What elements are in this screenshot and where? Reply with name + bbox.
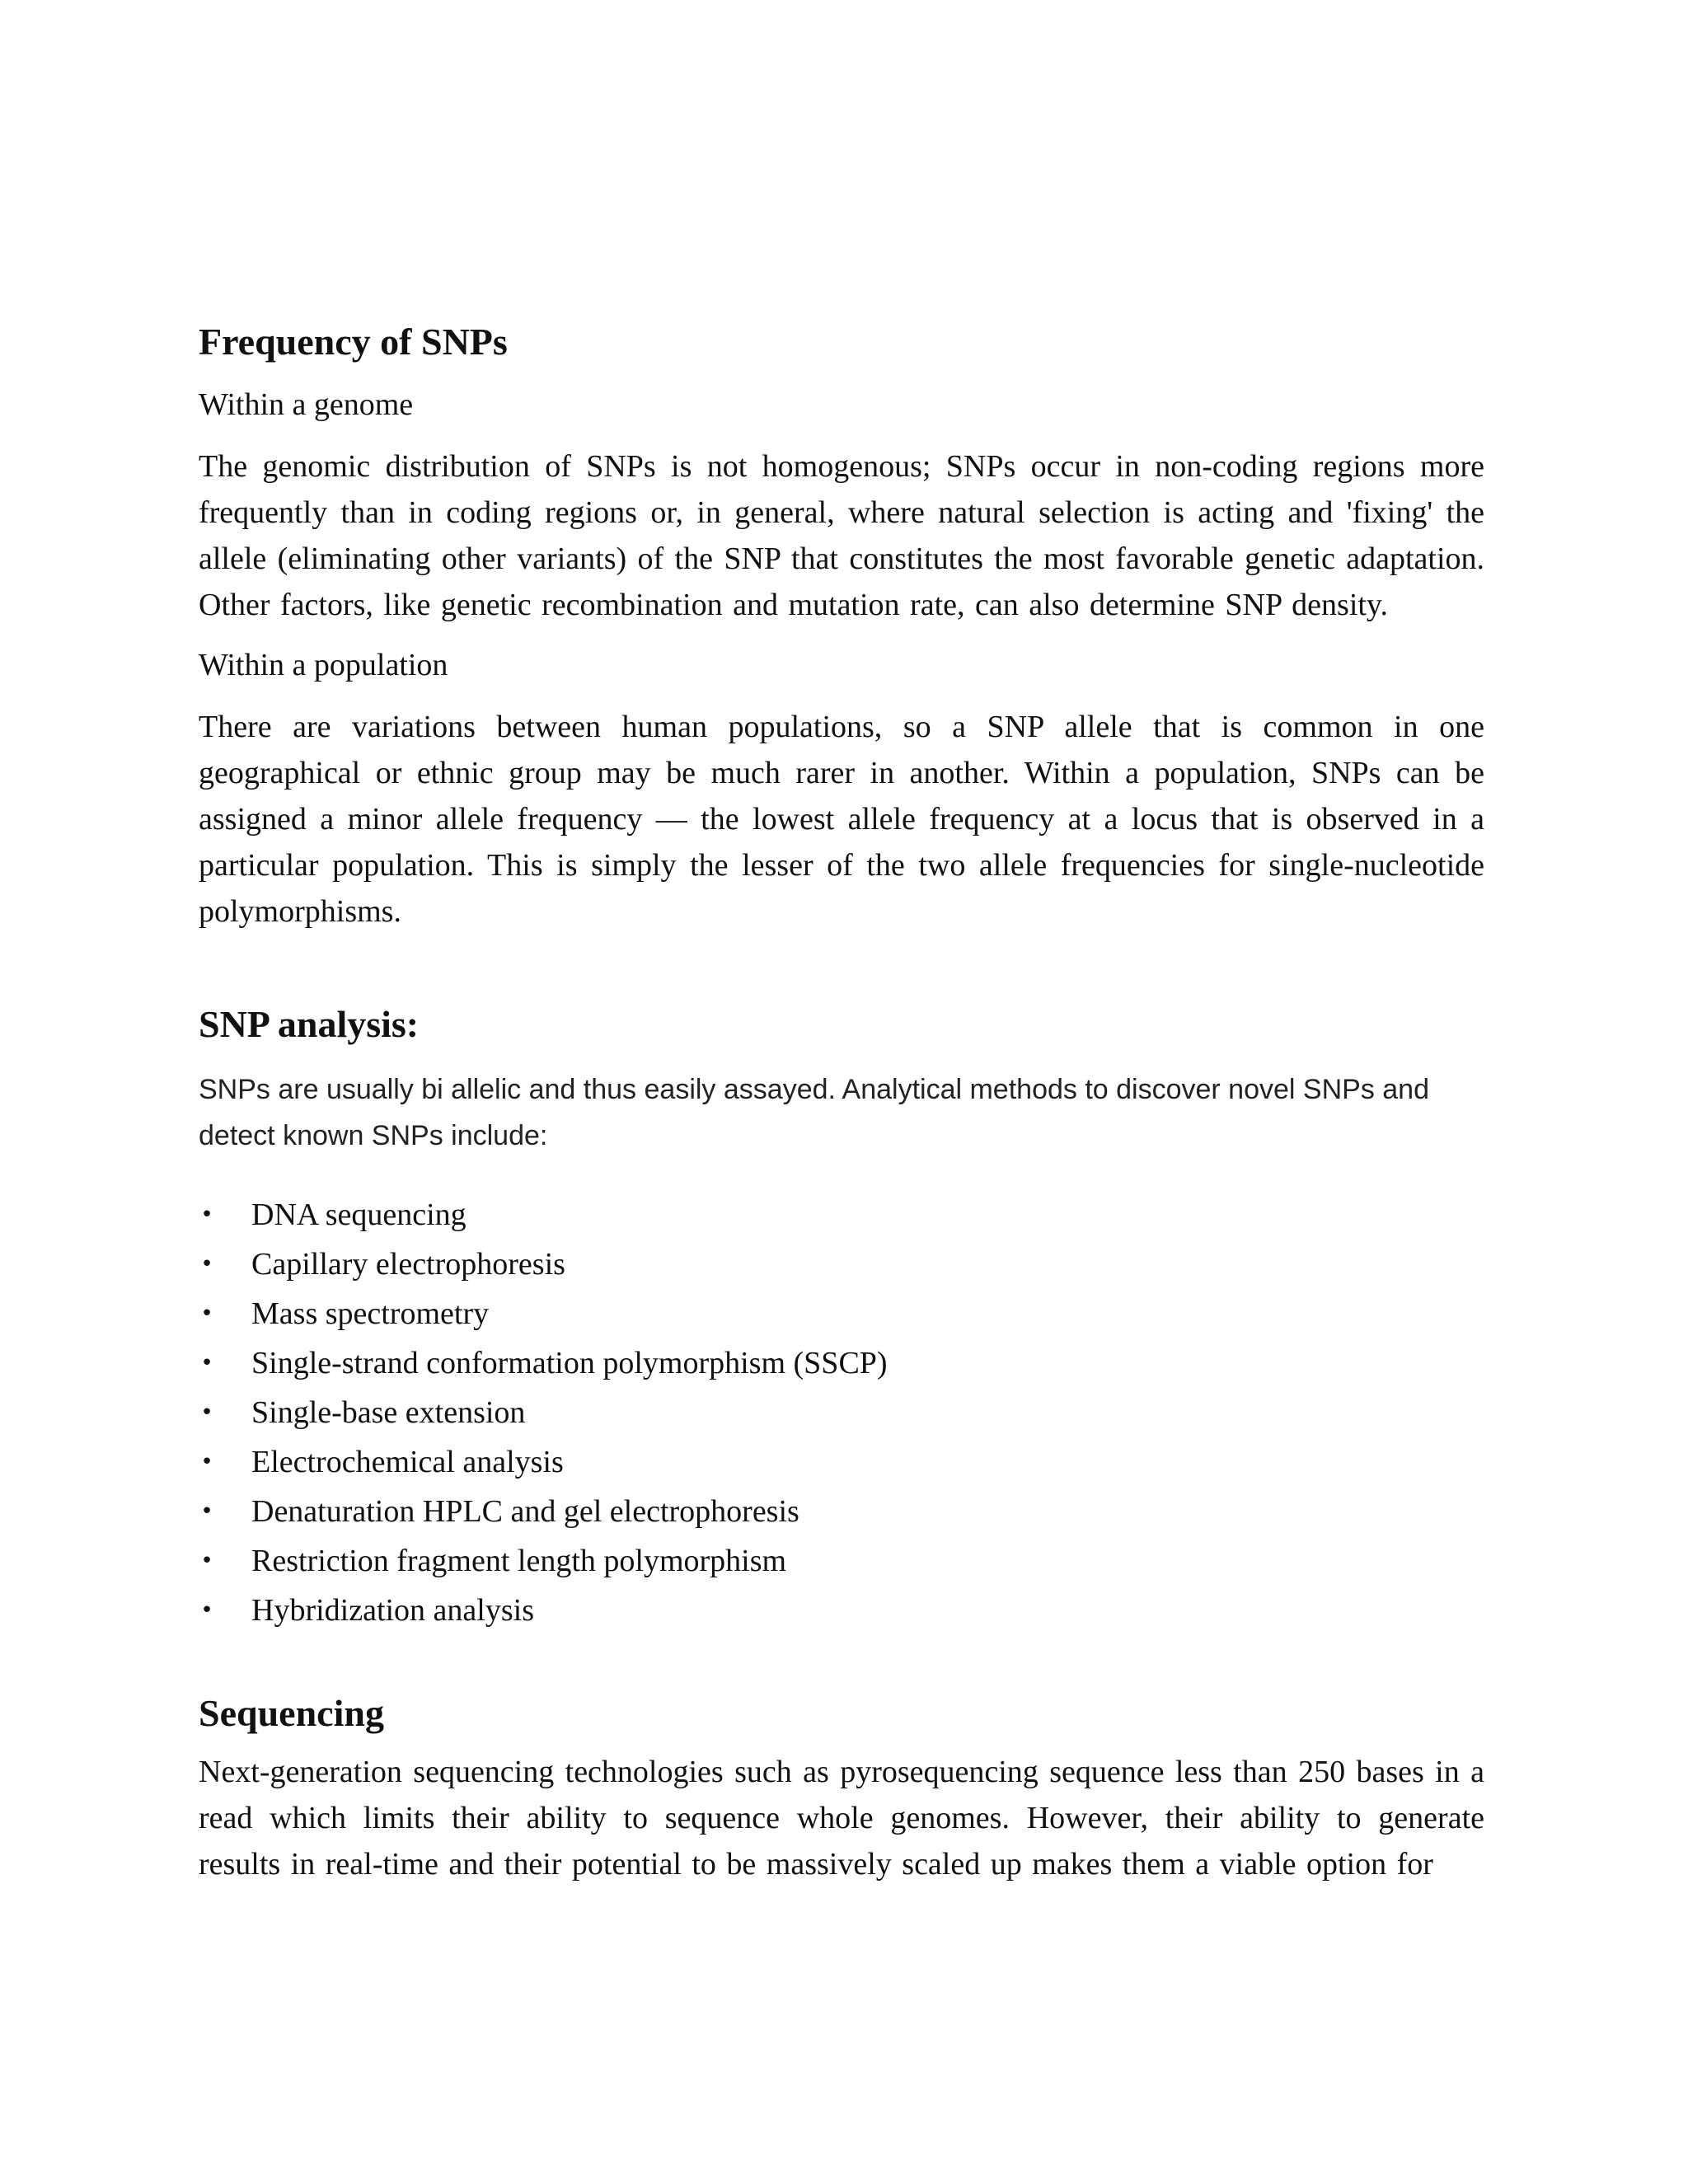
paragraph-within-genome: The genomic distribution of SNPs is not homogenous; SNPs occur in non-coding regions more frequently than in coding regions or, in general, where natural selection is acting and 'fixing' the allele (eliminating other variants) of the SNP that constitutes the most favorable genetic adaptation. Other factors, like genetic recombination and mutation rate, can also determine SNP density. — [199, 449, 1484, 622]
bullet-icon: • — [200, 1351, 213, 1376]
list-item — [199, 1240, 1484, 1289]
heading-snp-analysis: SNP analysis: — [199, 1003, 420, 1045]
bullet-icon: • — [200, 1499, 213, 1524]
list-item-text: DNA sequencing — [251, 1197, 467, 1232]
list-item — [199, 1338, 1484, 1388]
list-item-text: Denaturation HPLC and gel electrophoresis — [251, 1494, 799, 1529]
list-item — [199, 1586, 1484, 1635]
list-item — [199, 1437, 1484, 1487]
bullet-icon: • — [200, 1202, 213, 1227]
subheading-within-genome: Within a genome — [199, 387, 414, 422]
list-item-text: Single-strand conformation polymorphism (SSCP) — [251, 1346, 888, 1380]
list-item-text: Restriction fragment length polymorphism — [251, 1544, 787, 1578]
heading-sequencing: Sequencing — [199, 1692, 384, 1734]
bullet-icon: • — [200, 1252, 213, 1277]
list-item-text: Capillary electrophoresis — [251, 1247, 565, 1282]
subheading-within-population: Within a population — [199, 648, 448, 682]
paragraph-sequencing: Next-generation sequencing technologies such as pyrosequencing sequence less than 250 bases in a read which limits their ability to sequence whole genomes. However, their ability to generate results in real-time and their potential to be massively scaled up makes them a viable option for — [199, 1755, 1484, 1882]
list-item-text: Mass spectrometry — [251, 1296, 490, 1331]
bullet-icon: • — [200, 1400, 213, 1425]
bullet-icon: • — [200, 1450, 213, 1474]
bullet-icon: • — [200, 1301, 213, 1326]
list-item — [199, 1190, 1484, 1240]
list-item-text: Hybridization analysis — [251, 1593, 534, 1628]
list-item — [199, 1388, 1484, 1437]
paragraph-within-population: There are variations between human populations, so a SNP allele that is common in one geographical or ethnic group may be much rarer in another. Within a population, SNPs can be assigned a minor allele frequency — the lowest allele frequency at a locus that is observed in a particular population. This is simply the lesser of the two allele frequencies for single-nucleotide polymorphisms. — [199, 710, 1484, 929]
list-item-text: Electrochemical analysis — [251, 1445, 564, 1479]
list-item-text: Single-base extension — [251, 1395, 526, 1430]
methods-list — [199, 1190, 1484, 1635]
list-item — [199, 1487, 1484, 1536]
bullet-icon: • — [200, 1598, 213, 1623]
list-item — [199, 1536, 1484, 1586]
page-content — [199, 318, 1484, 1887]
paragraph-analysis-intro: SNPs are usually bi allelic and thus easily assayed. Analytical methods to discover novel SNPs and detect known SNPs include: — [199, 1074, 1429, 1151]
list-item — [199, 1289, 1484, 1338]
heading-frequency-of-snps: Frequency of SNPs — [199, 321, 508, 363]
bullet-icon: • — [200, 1549, 213, 1573]
